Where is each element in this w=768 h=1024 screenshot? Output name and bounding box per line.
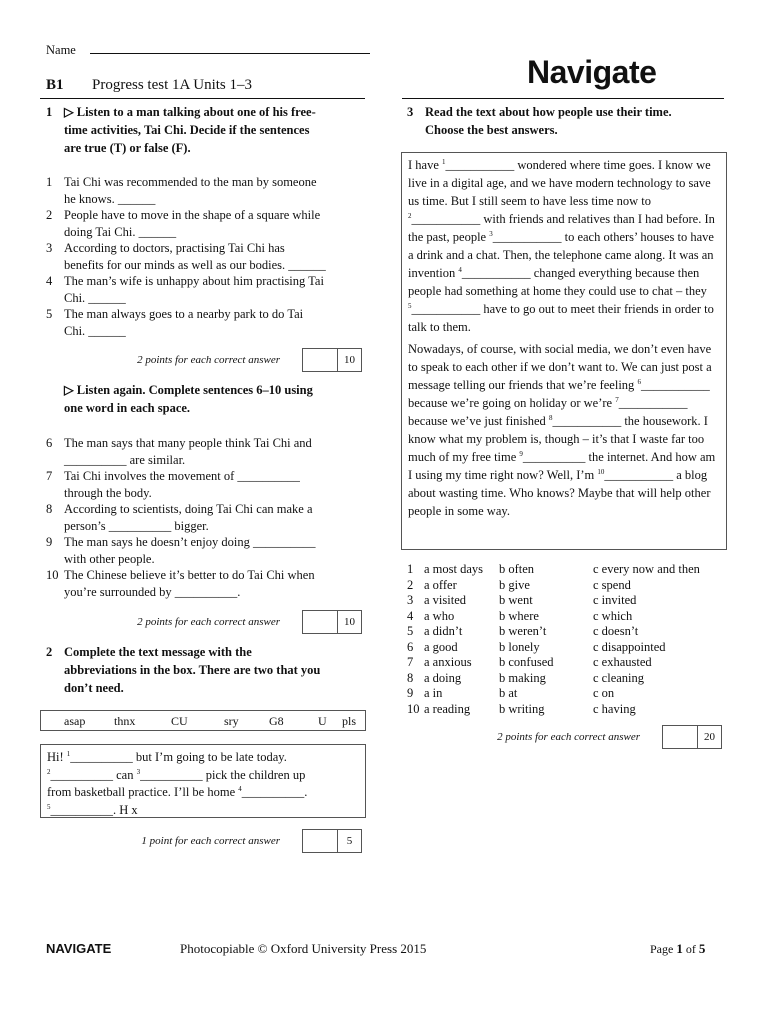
list-item: 4 The man’s wife is unhappy about him practising Tai Chi. ______ [46, 274, 324, 305]
option-row [407, 670, 737, 686]
q1-instruction-line: time activities, Tai Chi. Decide if the sentences [64, 123, 310, 137]
list-item: 2 People have to move in the shape of a square while doing Tai Chi. ______ [46, 208, 321, 239]
list-item: 3 According to doctors, practising Tai Chi has benefits for our minds as well as our bodies. ______ [46, 241, 326, 272]
list-item: 8 According to scientists, doing Tai Chi can make a person’s __________ bigger. [46, 502, 313, 533]
score-entry-box[interactable] [302, 610, 338, 634]
option-choice[interactable]: c having [593, 701, 636, 716]
q2-instruction-line: abbreviations in the box. There are two that you [64, 663, 321, 677]
brand-logo: Navigate [527, 54, 657, 90]
answer-options [407, 561, 737, 716]
header-rule-right [402, 98, 724, 99]
option-choice[interactable]: c spend [593, 577, 631, 592]
abbreviations-box [40, 710, 366, 731]
option-number: 3 [407, 593, 414, 607]
score-max: 10 [338, 348, 362, 372]
text-run: Nowadays, of course, with social media, we don’t even have to speak to each other if we don’t want to. We can just post a message telling our friends that we’re feeling [408, 342, 712, 392]
list-item: 9 The man says he doesn’t enjoy doing __________ with other people. [46, 535, 316, 566]
option-number: 4 [407, 608, 414, 623]
option-choice[interactable]: b where [499, 608, 539, 623]
option-number: 7 [407, 655, 414, 669]
name-field-row [46, 42, 370, 58]
list-item: 6 The man says that many people think Tai Chi and __________ are similar. [46, 436, 312, 467]
option-choice[interactable]: a most days [424, 562, 484, 576]
q2-instruction-line: Complete the text message with the [64, 645, 252, 659]
page-number: Page 1 of 5 [650, 941, 706, 956]
q2-instruction [46, 643, 366, 699]
text-run: ___________ have to go out to meet their friends in order to talk to them. [408, 302, 714, 334]
gap-number: 6 [637, 377, 641, 386]
option-number: 5 [407, 624, 414, 638]
option-row [407, 685, 737, 701]
level-label: B1 [46, 77, 64, 93]
score-max: 10 [338, 610, 362, 634]
footer-copyright: Photocopiable © Oxford University Press 2015 [180, 941, 427, 956]
gap-number: 3 [489, 229, 493, 238]
q3-number: 3 [407, 105, 414, 119]
text-run: __________ the internet. And how am I using my time right now? Well, I’m [408, 450, 716, 482]
option-row [407, 592, 737, 608]
option-row [407, 654, 737, 670]
name-line[interactable] [90, 42, 370, 54]
gap-number: 5 [408, 301, 412, 310]
q2-instruction-line: don’t need. [64, 681, 124, 695]
gap-number: 8 [548, 413, 553, 422]
option-choice[interactable]: a good [424, 639, 458, 654]
option-row [407, 623, 737, 639]
text-run: ___________ because we’re going on holiday or we’re [408, 378, 710, 410]
abbreviation: sry [224, 714, 239, 728]
text-run: ___________ to each others’ houses to have a drink and a chat. Then, the telephone came along. It was an invention [408, 230, 714, 280]
score-entry-box[interactable] [302, 348, 338, 372]
option-choice[interactable]: c every now and then [593, 562, 700, 576]
test-title: Progress test 1A Units 1–3 [92, 77, 253, 93]
text-run: ___________ a blog about wasting time. Who knows? Maybe that will help other people in some way. [408, 468, 711, 518]
gap-number: 7 [615, 395, 619, 404]
option-row [407, 577, 737, 593]
option-choice[interactable]: c invited [593, 593, 637, 607]
name-label: Name [46, 43, 76, 57]
option-choice[interactable]: b making [499, 670, 546, 685]
reading-paragraph-2 [408, 340, 720, 520]
list-item: 10 The Chinese believe it’s better to do Tai Chi when you’re surrounded by __________. [46, 568, 315, 599]
header-rule-left [40, 98, 365, 99]
score-label: 2 points for each correct answer [137, 354, 280, 366]
text-run: I have [408, 158, 443, 172]
option-choice[interactable]: a reading [424, 701, 471, 716]
abbreviation: asap [64, 714, 86, 728]
option-number: 8 [407, 670, 414, 685]
option-choice[interactable]: a anxious [424, 655, 472, 669]
list-item: 5 The man always goes to a nearby park to do Tai Chi. ______ [46, 307, 304, 338]
option-choice[interactable]: b weren’t [499, 624, 547, 638]
footer-brand: NAVIGATE [46, 941, 112, 956]
gap-number: 2 [408, 211, 412, 220]
option-choice[interactable]: c doesn’t [593, 624, 639, 638]
option-choice[interactable]: c disappointed [593, 639, 666, 654]
option-number: 1 [407, 562, 414, 576]
q3-instruction-line: Read the text about how people use their time. [425, 105, 672, 119]
option-choice[interactable]: b at [499, 686, 518, 700]
option-choice[interactable]: a who [424, 608, 455, 623]
text-run: ___________ because we’ve just finished [408, 396, 688, 428]
score-max: 5 [338, 829, 362, 853]
option-choice[interactable]: c on [593, 686, 615, 700]
q1-items-2 [46, 435, 366, 600]
score-label: 1 point for each correct answer [141, 835, 280, 847]
option-number: 9 [407, 686, 414, 700]
q3-score-row [400, 725, 722, 751]
q1-instruction [46, 103, 366, 159]
q3-instruction [407, 103, 727, 143]
q1-number: 1 [46, 105, 53, 119]
text-run: ___________ changed everything because then people had something at home they could use to chat – they [408, 266, 707, 298]
text-message-box: Hi! $^1$__________ but I’m going to be late today. $^2$__________ can $^3$__________ pick the children up from basketball practice. I’ll be home $^4$__________. $^5$__________. H x [40, 744, 366, 818]
option-row [407, 561, 737, 577]
reading-paragraph-1 [408, 156, 720, 336]
reading-text-box [401, 152, 727, 550]
option-choice[interactable]: b went [499, 593, 533, 607]
option-choice[interactable]: c exhausted [593, 655, 652, 669]
abbreviation: thnx [114, 714, 136, 728]
q1-instruction2-line: ▷ Listen again. Complete sentences 6–10 using [64, 383, 313, 397]
option-row [407, 608, 737, 624]
option-number: 2 [407, 577, 414, 592]
gap-number: 10 [597, 467, 605, 476]
option-choice[interactable]: b lonely [499, 639, 540, 654]
text-run: ___________ the housework. I know what my problem is, though – it’s that I waste far too much of my free time [408, 414, 708, 464]
gap-number: 9 [519, 449, 523, 458]
list-item: 1 Tai Chi was recommended to the man by someone he knows. ______ [46, 175, 317, 206]
option-row [407, 639, 737, 655]
q3-instruction-line: Choose the best answers. [425, 123, 558, 137]
option-choice[interactable]: a in [424, 686, 443, 700]
q2-number: 2 [46, 645, 53, 659]
gap-number: 1 [442, 157, 446, 166]
option-number: 6 [407, 639, 414, 654]
option-row [407, 701, 737, 717]
option-choice[interactable]: b give [499, 577, 530, 592]
score-entry-box[interactable] [662, 725, 698, 749]
option-choice[interactable]: a offer [424, 577, 457, 592]
gap-number: 4 [458, 265, 462, 274]
option-choice[interactable]: a doing [424, 670, 462, 685]
option-choice[interactable]: b confused [499, 655, 554, 669]
option-choice[interactable]: b writing [499, 701, 545, 716]
option-choice[interactable]: c which [593, 608, 633, 623]
option-number: 10 [407, 701, 420, 716]
q1-instruction2-line: one word in each space. [64, 401, 191, 415]
option-choice[interactable]: a didn’t [424, 624, 463, 638]
q1-instruction-line: ▷ Listen to a man talking about one of his free- [64, 105, 316, 119]
q1-instruction-2 [64, 381, 364, 417]
abbreviation: CU [171, 714, 188, 728]
score-max: 20 [698, 725, 722, 749]
option-choice[interactable]: b often [499, 562, 535, 576]
option-choice[interactable]: c cleaning [593, 670, 645, 685]
q1-items [46, 174, 366, 339]
text-run: ___________ with friends and relatives than I had before. In the past, people [408, 212, 715, 244]
abbreviation: G8 [269, 714, 284, 728]
list-item: 7 Tai Chi involves the movement of __________ through the body. [46, 469, 300, 500]
q2-score-row [40, 829, 362, 855]
score-label: 2 points for each correct answer [497, 731, 640, 743]
q1-instruction-line: are true (T) or false (F). [64, 141, 191, 155]
option-choice[interactable]: a visited [424, 593, 467, 607]
text-run: ___________ wondered where time goes. I know we live in a digital age, and we have modern technology to save us time. But I still seem to have less time now to [408, 158, 711, 208]
abbreviation: U [318, 714, 327, 728]
score-entry-box[interactable] [302, 829, 338, 853]
q1-score-row-2 [40, 610, 362, 636]
q1-score-row [40, 348, 362, 374]
abbreviation: pls [342, 714, 357, 728]
score-label: 2 points for each correct answer [137, 616, 280, 628]
